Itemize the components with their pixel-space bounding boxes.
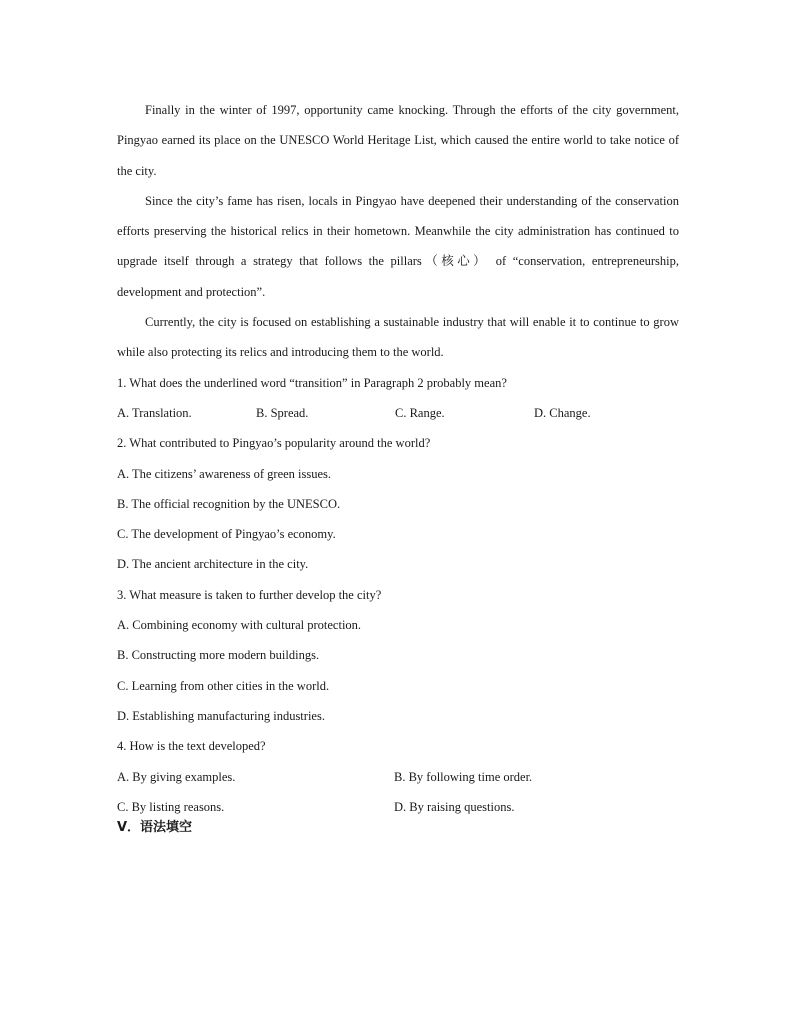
passage-paragraph-1: Finally in the winter of 1997, opportunity came knocking. Through the efforts of the city government, Pingyao earned its place on the UNESCO World Heritage List, which caused the entire world to take notice of the city. — [117, 103, 679, 178]
question-2-stem: 2. What contributed to Pingyao’s popularity around the world? — [117, 436, 431, 451]
question-1-option-d: D. Change. — [534, 405, 591, 420]
question-2-option-a: A. The citizens’ awareness of green issues. — [117, 466, 332, 481]
question-3-option-c: C. Learning from other cities in the world. — [117, 678, 330, 693]
question-4-option-c: C. By listing reasons. — [117, 799, 225, 814]
question-3-option-d: D. Establishing manufacturing industries. — [117, 708, 325, 723]
question-4-options-row-1 — [117, 762, 679, 792]
section-heading: V．语法填空 — [117, 820, 193, 836]
question-1-option-a: A. Translation. — [117, 405, 192, 420]
question-4-option-b: B. By following time order. — [394, 769, 533, 784]
question-2-option-b: B. The official recognition by the UNESCO. — [117, 496, 341, 511]
question-1-option-b: B. Spread. — [256, 405, 309, 420]
question-4-stem: 4. How is the text developed? — [117, 739, 266, 754]
passage-paragraph-3: Currently, the city is focused on establishing a sustainable industry that will enable it to continue to grow while also protecting its relics and introducing them to the world. — [117, 315, 679, 360]
document-page — [117, 95, 679, 839]
question-1-option-c: C. Range. — [395, 405, 445, 420]
question-2-option-c: C. The development of Pingyao’s economy. — [117, 527, 336, 542]
question-3-option-b: B. Constructing more modern buildings. — [117, 648, 320, 663]
question-4-option-d: D. By raising questions. — [394, 799, 515, 814]
question-2-option-d: D. The ancient architecture in the city. — [117, 557, 309, 572]
question-3-option-a: A. Combining economy with cultural protection. — [117, 618, 362, 633]
question-4-option-a: A. By giving examples. — [117, 769, 236, 784]
question-3-stem: 3. What measure is taken to further develop the city? — [117, 587, 382, 602]
question-1-stem: 1. What does the underlined word “transition” in Paragraph 2 probably mean? — [117, 375, 507, 390]
question-1-options — [117, 398, 679, 428]
passage-paragraph-2: Since the city’s fame has risen, locals in Pingyao have deepened their understanding of the conservation efforts preserving the historical relics in their hometown. Meanwhile the city administration has continued to upgrade itself through a strategy that follows the pillars（核心） of “conservation, entrepreneurship, development and protection”. — [117, 193, 679, 299]
